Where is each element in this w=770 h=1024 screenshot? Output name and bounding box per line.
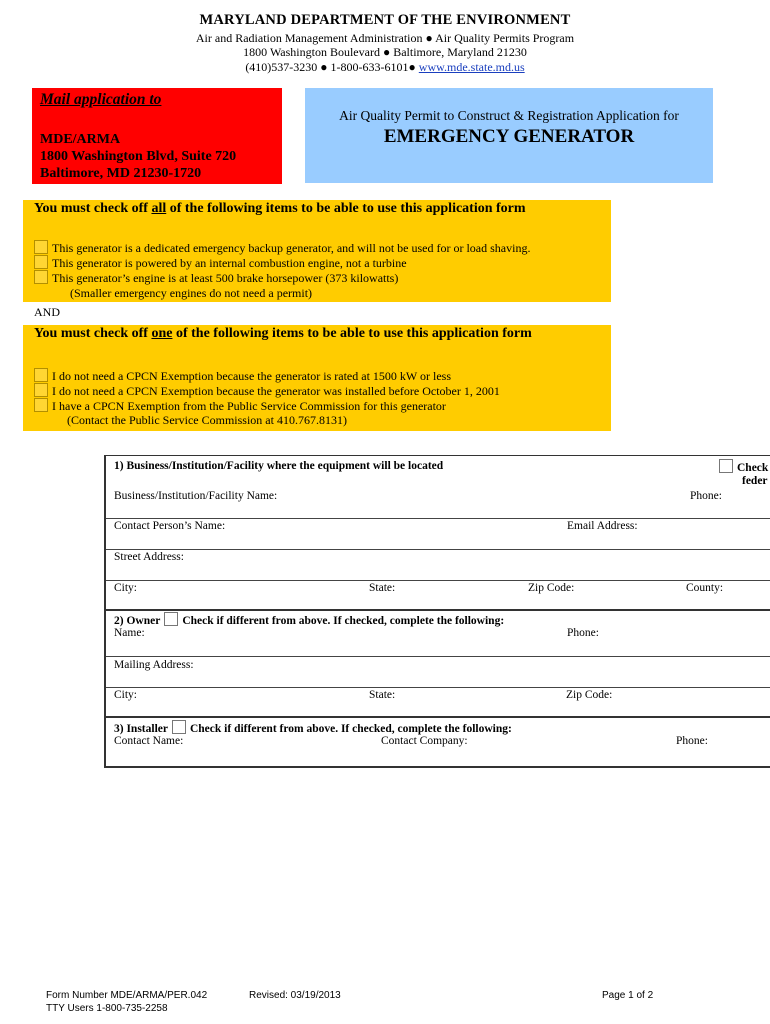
divider (106, 549, 770, 550)
header-line-3 (0, 60, 770, 75)
divider (106, 518, 770, 519)
mail-address-line-3: Baltimore, MD 21230-1720 (40, 166, 202, 181)
page-number: Page 1 of 2 (602, 990, 654, 1001)
email-field[interactable]: Email Address: (567, 520, 638, 532)
state-field[interactable]: State: (369, 582, 396, 594)
tty-number: TTY Users 1-800-735-2258 (46, 1003, 168, 1014)
divider (106, 580, 770, 581)
installer-heading: 3) Installer Check if different from above. If checked, complete the following: (114, 720, 512, 735)
section-divider (106, 609, 770, 611)
checkbox[interactable] (34, 398, 48, 412)
check-one-item-3: I have a CPCN Exemption from the Public Service Commission for this generator (34, 398, 446, 413)
mail-heading: Mail application to (40, 91, 162, 108)
installer-company-field[interactable]: Contact Company: (381, 735, 468, 747)
zip-field[interactable]: Zip Code: (528, 582, 575, 594)
contact-person-field[interactable]: Contact Person’s Name: (114, 520, 226, 532)
check-all-item-2: This generator is powered by an internal combustion engine, not a turbine (34, 255, 407, 270)
agency-title: MARYLAND DEPARTMENT OF THE ENVIRONMENT (199, 12, 571, 28)
facility-name-field[interactable]: Business/Institution/Facility Name: (114, 490, 278, 502)
federal-check: Check (715, 459, 768, 474)
check-one-note: (Contact the Public Service Commission at 410.767.8131) (67, 413, 347, 427)
permit-subtitle: Air Quality Permit to Construct & Registration Application for (339, 108, 679, 123)
owner-state-field[interactable]: State: (369, 689, 396, 701)
section-divider (106, 716, 770, 718)
owner-heading: 2) Owner Check if different from above. If checked, complete the following: (114, 612, 504, 627)
check-one-heading: You must check off one of the following items to be able to use this application form (34, 326, 532, 341)
owner-phone-field[interactable]: Phone: (567, 627, 599, 639)
check-all-item-1: This generator is a dedicated emergency backup generator, and will not be used for or load shaving. (34, 240, 530, 255)
city-field[interactable]: City: (114, 582, 138, 594)
owner-city-field[interactable]: City: (114, 689, 138, 701)
checkbox[interactable] (34, 368, 48, 382)
permit-title-box (305, 88, 713, 183)
installer-contact-field[interactable]: Contact Name: (114, 735, 184, 747)
permit-title: EMERGENCY GENERATOR (383, 126, 635, 147)
checkbox[interactable] (34, 383, 48, 397)
owner-zip-field[interactable]: Zip Code: (566, 689, 613, 701)
mail-address-line-2: 1800 Washington Blvd, Suite 720 (40, 149, 237, 164)
check-one-item-1: I do not need a CPCN Exemption because the generator is rated at 1500 kW or less (34, 368, 451, 383)
header-line-1: Air and Radiation Management Administration ● Air Quality Permits Program (195, 31, 575, 45)
installer-checkbox[interactable] (172, 720, 186, 734)
facility-phone-field[interactable]: Phone: (690, 490, 722, 502)
website-link[interactable]: www.mde.state.md.us (418, 60, 525, 74)
application-form (104, 455, 770, 768)
mail-address (40, 131, 236, 182)
federal-check-cont: feder (742, 475, 768, 487)
mail-address-line-1: MDE/ARMA (40, 132, 121, 147)
divider (106, 656, 770, 657)
county-field[interactable]: County: (686, 582, 724, 594)
installer-phone-field[interactable]: Phone: (676, 735, 708, 747)
check-all-box (23, 200, 611, 302)
revised-date: Revised: 03/19/2013 (249, 990, 341, 1001)
street-address-field[interactable]: Street Address: (114, 551, 184, 563)
check-one-item-2: I do not need a CPCN Exemption because the generator was installed before October 1, 2001 (34, 383, 500, 398)
header-line-2: 1800 Washington Boulevard ● Baltimore, Maryland 21230 (243, 45, 527, 59)
phone-numbers: (410)537-3230 ● 1-800-633-6101● (245, 60, 419, 74)
checkbox[interactable] (719, 459, 733, 473)
mail-to-box (32, 88, 282, 184)
check-all-heading: You must check off all of the following items to be able to use this application form (34, 201, 526, 216)
owner-mailing-field[interactable]: Mailing Address: (114, 659, 194, 671)
owner-checkbox[interactable] (164, 612, 178, 626)
divider (106, 687, 770, 688)
checkbox[interactable] (34, 255, 48, 269)
form-number: Form Number MDE/ARMA/PER.042 (46, 990, 208, 1001)
check-all-item-3: This generator’s engine is at least 500 brake horsepower (373 kilowatts) (34, 270, 398, 285)
checkbox[interactable] (34, 240, 48, 254)
check-one-box (23, 325, 611, 431)
and-label: AND (34, 305, 60, 319)
check-all-note: (Smaller emergency engines do not need a permit) (70, 286, 313, 300)
owner-name-field[interactable]: Name: (114, 627, 145, 639)
section1-heading: 1) Business/Institution/Facility where the equipment will be located (114, 460, 444, 472)
footer-form-info (46, 989, 207, 1015)
checkbox[interactable] (34, 270, 48, 284)
